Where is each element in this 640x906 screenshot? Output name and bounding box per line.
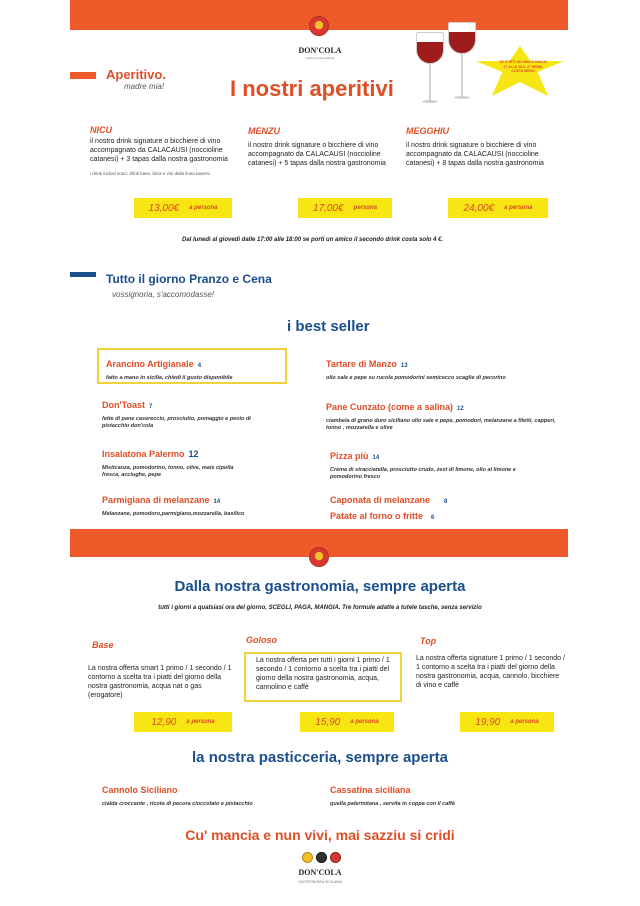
menu-item [330, 446, 530, 481]
menu-item [326, 397, 556, 432]
footer-badge-icon [316, 852, 327, 863]
gastro-sub: tutti i giorni a qualsiasi ora del giorno, SCEGLI, PAGA, MANGIA. Tre formule adatte a tutele tasche, senza servizio [158, 605, 482, 611]
footer-motto: Cu' mancia e nun vivi, mai sazziu si cridi [185, 827, 455, 843]
price-unit: a persona [510, 719, 539, 725]
offer-nicu-desc: il nostro drink signature o bicchiere di vino accompagnato da CALACAUSI (noccioline catanesi) + 3 tapas dalla nostra gastronomia [90, 138, 228, 163]
aperitivo-tag-marker [70, 72, 96, 79]
brand-tagline: Gastronomia siciliana [305, 56, 335, 60]
offer-megghiu-name: MEGGHIU [406, 126, 450, 136]
menu-item-name: Insalatona Palermo [102, 449, 185, 459]
menu-item-desc: fette di pane casereccio, prosciutto, pomaggio e pesto di pistacchio don'cola [102, 416, 251, 429]
menu-item-price: 13 [400, 363, 408, 369]
gastro-top-name: Top [420, 636, 437, 646]
brand-name: DON'COLA [298, 46, 342, 55]
menu-item-price: 12 [457, 406, 464, 412]
offer-menzu-price [298, 198, 392, 218]
pastry-item-desc: quella palermitana , servita in coppa con il caffè [330, 801, 455, 807]
offer-menzu-name: MENZU [248, 126, 280, 136]
menu-item-name: Tartare di Manzo [326, 359, 397, 369]
footer-tagline: GASTRONOMIA SICILIANA [298, 880, 342, 884]
menu-item-desc: ciambela di grano duro siciliano olio sale e pepe, pomodori, melanzane a filetti, capperi, tonno , mozzarella e olive [326, 418, 556, 431]
menu-item-name: Parmigiana di melanzane [102, 495, 210, 505]
price-amount: 12,90 [151, 716, 177, 728]
promo-star-text: SE PORTI UN AMICO DALLE 17 ALLE 18 IL 2° DRINK COSTA MENO [499, 60, 547, 73]
pastry-item [102, 785, 302, 808]
pastry-item-name: Cannolo Siciliano [102, 785, 178, 795]
price-amount: 17,00€ [313, 202, 344, 214]
price-unit: a persona [186, 719, 215, 725]
menu-item [330, 506, 530, 524]
gastro-base-price [134, 712, 232, 732]
menu-item-desc: Melanzane, pomodoro,parmigiano,mozzarella, basilico [102, 511, 245, 517]
price-unit: a persona [350, 719, 379, 725]
price-unit: persona [353, 205, 377, 211]
aperitivo-tag-sub: madre mia! [124, 82, 165, 91]
pranzo-sub: vossignoria, s'accomodasse! [112, 290, 215, 299]
menu-item-desc: fatto a mano in sicilia, chiedi il gusto disponibile [106, 375, 233, 381]
menu-item [102, 490, 292, 518]
menu-item-name: Don'Toast [102, 400, 145, 410]
aperitivo-tag-title: Aperitivo. [106, 67, 166, 82]
gastro-goloso-price [300, 712, 394, 732]
price-amount: 13,00€ [148, 202, 180, 214]
offer-nicu-name: NICU [90, 125, 112, 135]
menu-item-name: Pane Cunzato (come a salina) [326, 402, 454, 412]
best-seller-title: i best seller [287, 318, 370, 335]
menu-item [102, 395, 272, 430]
pasticceria-title: la nostra pasticceria, sempre aperta [192, 749, 448, 766]
footer-icons [300, 852, 342, 864]
gastro-base-desc: La nostra offerta smart 1 primo / 1 secondo / 1 contorno a scelta tra i piatti del giorno della nostra gastronomia, acqua nat o gas (erogatore) [88, 665, 232, 699]
offer-megghiu-desc: il nostro drink signature o bicchiere di vino accompagnato da CALACAUSI (noccioline catanesi) + 8 tapas dalla nostra gastronomia [406, 142, 544, 167]
brand-logo-icon [309, 16, 329, 36]
menu-item-name: Patate al forno o fritte [330, 511, 424, 521]
offer-megghiu-price [448, 198, 548, 218]
pranzo-marker [70, 272, 96, 277]
footer-badge-icon [302, 852, 313, 863]
menu-item-price: 4 [197, 363, 202, 369]
price-amount: 15,90 [315, 716, 341, 728]
menu-item-desc: Misticanza, pomodorino, tonno, olive, mais cipolla fresca, acciughe, pepe [102, 465, 234, 478]
pranzo-title: Tutto il giorno Pranzo e Cena [106, 272, 272, 286]
gastro-goloso-name: Goloso [246, 635, 277, 645]
menu-item-name: Arancino Artigianale [106, 359, 194, 369]
pastry-item-name: Cassatina siciliana [330, 785, 411, 795]
menu-item-price: 7 [148, 404, 153, 410]
pastry-item-desc: cialda croccante , ricota di pecora cioccolato e pistacchio [102, 801, 253, 807]
aperitivi-title: I nostri aperitivi [230, 76, 394, 101]
price-unit: a persona [189, 205, 218, 211]
gastro-base-name: Base [92, 640, 114, 650]
pastry-item [330, 785, 530, 808]
gastro-title: Dalla nostra gastronomia, sempre aperta [174, 578, 466, 595]
gastro-top-desc: La nostra offerta signature 1 primo / 1 secondo / 1 contorno a scelta tra i piatti del giorno della nostra gastronomia, acqua, cannolo, bicchiere di vino e caffè [416, 655, 565, 689]
menu-item-price: 6 [431, 515, 435, 521]
price-amount: 24,00€ [463, 202, 495, 214]
aperitivo-promo: Dal lunedì al giovedì dalle 17:00 alle 18:00 se porti un amico il secondo drink costa solo 4 €. [182, 237, 444, 243]
menu-item-price: 8 [444, 499, 448, 505]
menu-item-desc: Crema di stracciatella, prosciutto crudo, zest di limone, olio al limone e pomodorino fresco [330, 467, 516, 480]
price-unit: a persona [504, 205, 533, 211]
menu-item-name: Pizza più [330, 451, 369, 461]
menu-item [106, 354, 278, 382]
menu-item-name: Caponata di melanzane [330, 495, 431, 505]
offer-menzu-desc: il nostro drink signature o bicchiere di vino accompagnato da CALACAUSI (noccioline catanesi) + 5 tapas dalla nostra gastronomia [248, 142, 386, 167]
footer-badge-icon [330, 852, 341, 863]
menu-item-desc: olio sale e pepe su rucola pomodorini semicecco scaglie di pecorino [326, 375, 506, 381]
menu-item [326, 354, 556, 382]
offer-nicu-price [134, 198, 232, 218]
footer-brand-name: DON'COLA [298, 868, 342, 877]
brand-logo-icon [309, 547, 329, 567]
menu-item [102, 444, 252, 479]
gastro-top-price [460, 712, 554, 732]
menu-item-price: 12 [188, 449, 199, 459]
gastro-goloso-desc: La nostra offerta per tutti i giorni 1 primo / 1 secondo / 1 contorno a scelta tra i piatti del giorno della nostra gastronomia, acqua, cannolino e caffè [256, 657, 390, 691]
offer-nicu-note: i drink inclusi sono: drink base, birra e vini della linea taverni. [90, 171, 211, 176]
menu-item-price: 14 [213, 499, 221, 505]
price-amount: 19,90 [475, 716, 501, 728]
menu-item-price: 14 [372, 455, 380, 461]
